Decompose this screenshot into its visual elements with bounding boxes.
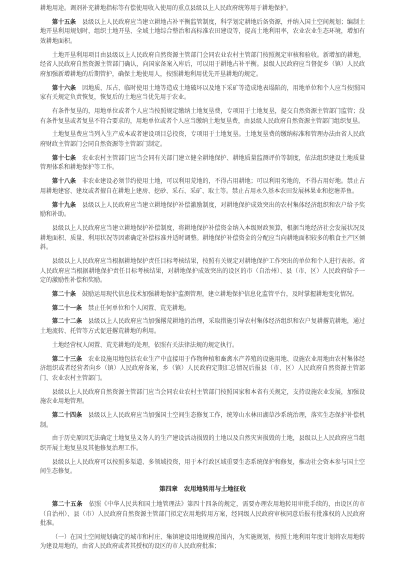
document-body: [40, 4, 365, 552]
paragraph: [40, 257, 365, 286]
article-number: 第二十二条: [52, 318, 83, 326]
paragraph-text: 县级以上人民政府应当加强撂荒耕地的治理，采取措施引导农村集体经济组织和农户复耕撂荒耕地，通过土地流转、托管等方式促进撂荒耕地的利用。: [40, 318, 365, 336]
paragraph-text: 农业设施用地包括农业生产中直接用于作物种植和畜禽水产养殖的设施用地、设施农业用地由农村集体经济组织或者经营者向乡（镇）人民政府备案，乡（镇）人民政府定期汇总情况后报县（市、区）人民政府自然资源主管部门、农业农村主管部门。: [40, 355, 365, 382]
article-number: 第十五条: [52, 18, 77, 26]
article-number: 第十八条: [52, 178, 77, 186]
paragraph-text: 耕地用途。调剂补充耕地指标等有偿使用收入使用的重点县级以上人民政府统筹用于耕地保护。: [40, 5, 293, 12]
paragraph: [40, 130, 365, 149]
paragraph-text: 土地经营权人闲置、荒芜耕地的处理，依照有关法律法规的规定执行。: [52, 341, 239, 349]
paragraph: [40, 107, 365, 126]
article-number: 第二十一条: [52, 304, 83, 312]
paragraph: [40, 304, 365, 314]
paragraph: [40, 51, 365, 80]
paragraph-text: 县级以上人民政府可以按照多渠道、多领域投资，用于本行政区域重要生态系统保护和修复，推动社会资本参与国土空间生态修复。: [40, 458, 365, 476]
paragraph: [40, 341, 365, 351]
paragraph: [40, 388, 365, 407]
paragraph: [40, 18, 365, 47]
article-number: 第二十五条: [52, 500, 83, 508]
paragraph-text: （一）在国土空间规划确定的城市和村庄、集镇建设用地规模范围内，为实施规划，按照土地利用年度计划将农用地转为建设用地的，由省人民政府或者其授权的设区的市人民政府批准；: [40, 533, 365, 551]
paragraph-text: 县级以上人民政府应当加强国土空间生态修复工作，统筹山水林田湖草沙系统治理，落实生态保护补偿机制。: [40, 411, 365, 429]
paragraph: [40, 434, 365, 453]
article-number: 第二十四条: [52, 411, 83, 419]
paragraph-text: 县级以上人民政府应当建立耕地保护补偿激励制度，对耕地保护成效突出的农村集体经济组织和农户给予奖励和补助。: [40, 201, 365, 219]
article-number: 第十六条: [52, 84, 77, 92]
paragraph: [40, 317, 365, 336]
paragraph: [40, 458, 365, 477]
paragraph-text: 县级以上人民政府应当建立耕地保护补偿制度，将耕地保护补偿资金纳入本级财政预算，根据当地经济社会发展状况及耕地面积、质量、利用状况等因素确定补偿标准并适时调整。耕地保护补偿资金的分配应当向耕地面积较多的粮食主产区倾斜。: [40, 224, 365, 252]
paragraph: [40, 500, 365, 529]
paragraph-text: 由于历史原因无法确定土地复垦义务人的生产建设活动损毁的土地以及自然灾害损毁的土地，县级以上人民政府应当组织开展土地复垦及其他修复治理工作。: [40, 435, 365, 452]
paragraph: [40, 4, 365, 14]
paragraph: [40, 201, 365, 220]
paragraph-text: 县级以上人民政府应当根据耕地保护责任目标考核结果，按照有关规定对耕地保护工作突出的单位和个人进行表彰。省人民政府应当根据耕地保护责任目标考核结果，对耕地保护成效突出的设区的市（自治州）、县（市、区）人民政府给予一定的激励性补偿和奖励。: [40, 257, 365, 285]
article-number: 第二十三条: [52, 355, 83, 363]
paragraph-text: 有条件复垦的，用地单位或者个人应当按照规定缴纳土地复垦费，专项用于土地复垦，提交自然资源主管部门监管；没有条件复垦或者复垦不符合要求的，用地单位或者个人应当缴纳土地复垦费，由县级人民政府自然资源主管部门组织复垦。: [40, 108, 365, 125]
paragraph: [40, 355, 365, 384]
paragraph-text: 土地复垦费应当列入生产成本或者建设项目总投资，专项用于土地复垦。土地复垦费的缴纳标准和管理办法由省人民政府财政主管部门会同自然资源等主管部门制定。: [40, 131, 365, 149]
paragraph: [40, 533, 365, 552]
paragraph-text: 因地质、压占、临时使用土地等造成土地破坏以及地下采矿等造成地表塌陷的，用地单位和个人应当按照国家有关规定负责恢复，恢复后的土地应当优先用于农业。: [40, 84, 365, 102]
paragraph: [40, 177, 365, 196]
paragraph-text: 禁止任何单位和个人闲置、荒芜耕地。: [88, 304, 191, 312]
paragraph-text: 土地开垦利用项目由县级以上人民政府自然资源主管部门会同农业农村主管部门按照规定审核和验收。新增加的耕地，经省人民政府自然资源主管部门确认，向国家备案入库后，可以用于耕地占补平衡。县级人民政府应当督促乡（镇）人民政府加强新增耕地的后期管护，确保土地使用人，按照耕地利用优先开垦耕地的规定。: [40, 51, 365, 78]
article-number: 第二十条: [52, 290, 77, 298]
paragraph-text: 县级以上人民政府应当建立耕地占补平衡监管制度，科学划定耕地后备资源，并纳入国土空间规划；编制土地开垦利用规划时，组织土地开垦、全域土地综合整治和高标准农田建设等，提高土地利用率，农业农业生态环境，增加有效耕地面积。: [40, 18, 365, 45]
paragraph: [40, 290, 365, 300]
paragraph: [40, 84, 365, 103]
paragraph: [40, 154, 365, 173]
article-number: 第十七条: [52, 154, 77, 162]
paragraph-text: 农业农村主管部门应当会同有关部门建立健全耕地保护、耕地质量监测评价等制度，依法组织建设土地质量管理体系和耕地保护等工作。: [40, 154, 365, 172]
paragraph-text: 依照《中华人民共和国土地管理法》第四十四条的规定，需要办理农用地转用审批手续的，由设区的市（自治州）、县（市）人民政府自然资源主管部门拟定农用地转用方案，经同级人民政府审核同意后报有批准权的人民政府批准。: [40, 500, 365, 528]
chapter-heading: 第四章 农用地转用与土地征收: [159, 485, 246, 493]
paragraph: [40, 411, 365, 430]
paragraph-text: 鼓励运用现代信息技术加强耕地保护监测管理，建立耕地保护信息化监管平台，及时掌握耕地变化情况。: [82, 290, 359, 298]
article-number: 第十九条: [52, 201, 77, 209]
paragraph-text: 县级以上人民政府自然资源主管部门应当会同农业农村主管部门按照国家和本省有关规定，支持设施农业发展，加强设施农业用地管理。: [40, 388, 365, 406]
paragraph-text: 非农业建设必须节约使用土地，可以利用荒地的，不得占用耕地；可以利用劣地的，不得占用好地。禁止占用耕地建窑、建坟或者擅自在耕地上建房、挖砂、采石、采矿、取土等。禁止占用永久基本农田发展林果业和挖塘养鱼。: [40, 178, 365, 195]
paragraph: [40, 224, 365, 253]
